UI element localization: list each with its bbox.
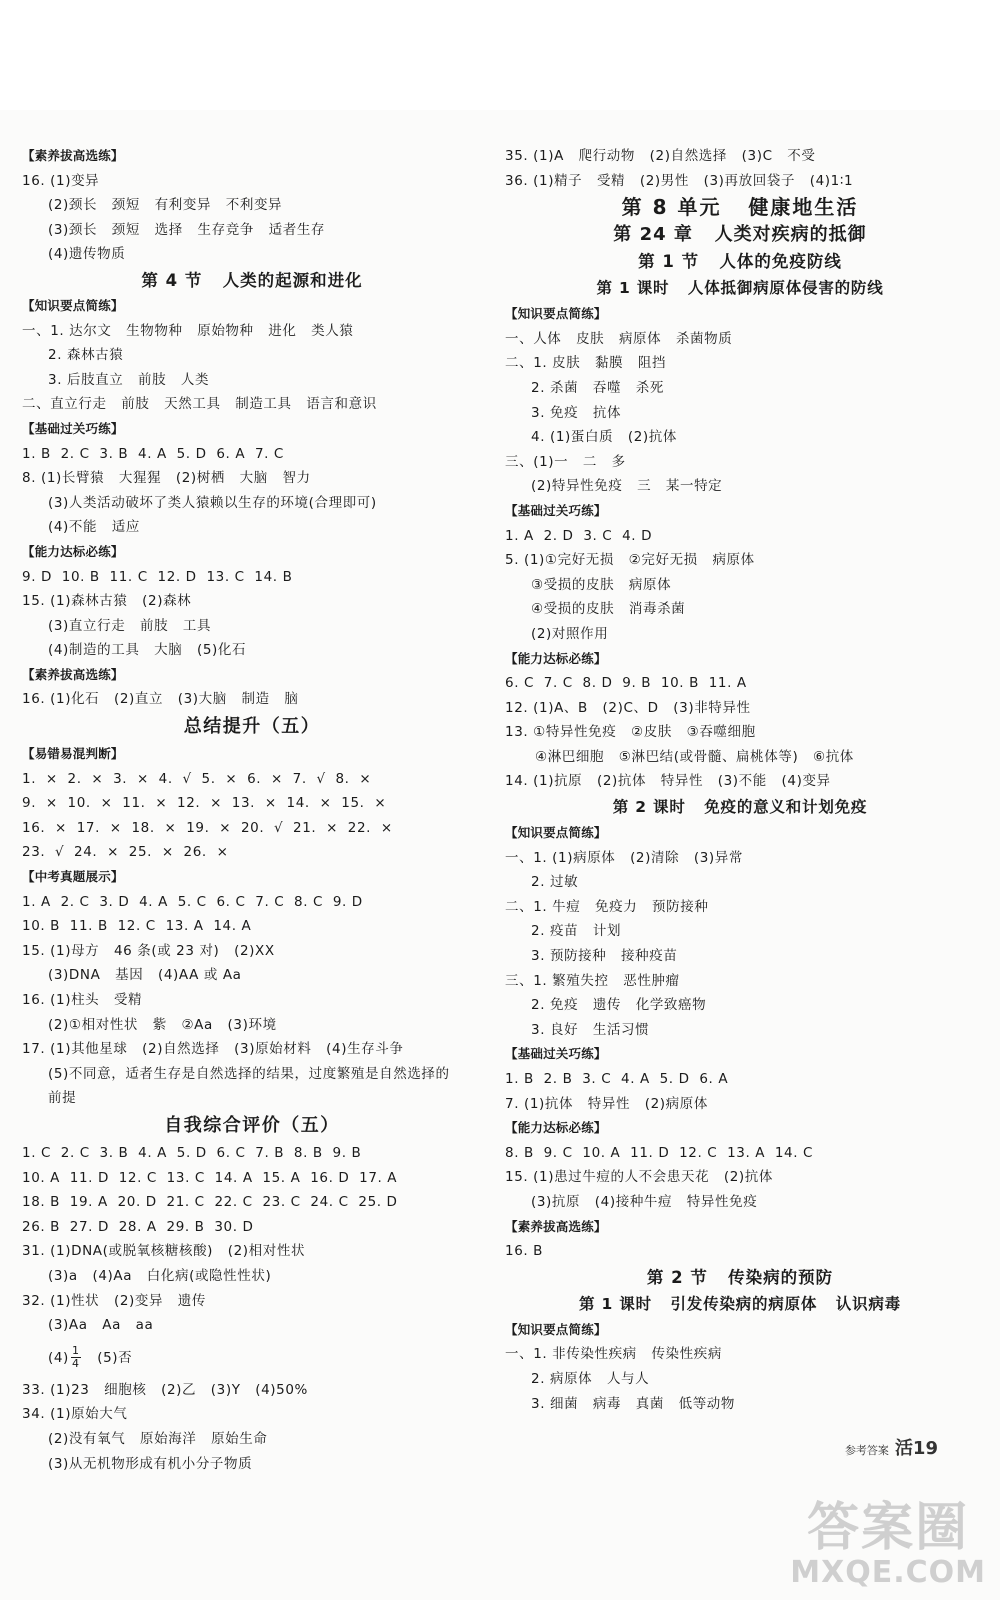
answer-line: 9. × 10. × 11. × 12. × 13. × 14. × 15. × <box>22 795 387 812</box>
top-margin <box>0 0 1000 110</box>
lesson-heading: 第 1 课时 引发传染病的病原体 认识病毒 <box>579 1294 901 1313</box>
section-label: 【能力达标必练】 <box>505 650 607 666</box>
section-label: 【素养拔高选练】 <box>22 666 124 682</box>
answer-line: 7. (1)抗体 特异性 (2)病原体 <box>505 1095 708 1112</box>
answer-line: 三、1. 繁殖失控 恶性肿瘤 <box>505 972 680 989</box>
answer-line: 二、直立行走 前肢 天然工具 制造工具 语言和意识 <box>22 396 377 413</box>
chapter-heading: 第 24 章 人类对疾病的抵御 <box>613 224 867 246</box>
answer-line: 16. (1)化石 (2)直立 (3)大脑 制造 脑 <box>22 691 299 708</box>
answer-line: 16. (1)柱头 受精 <box>22 992 143 1008</box>
answer-line-indented: 3. 免疫 抗体 <box>531 404 622 421</box>
section-label: 【知识要点简练】 <box>505 1321 607 1337</box>
answer-line-indented: 4. (1)蛋白质 (2)抗体 <box>531 429 677 446</box>
answer-line-indented: (3)Aa Aa aa <box>48 1317 154 1334</box>
answer-line: 1. A 2. D 3. C 4. D <box>505 527 653 544</box>
answer-line-indented: (3)直立行走 前肢 工具 <box>48 617 212 634</box>
watermark-logo <box>790 1497 986 1590</box>
section-label: 【基础过关巧练】 <box>22 420 124 436</box>
answer-line-indented: (2)特异性免疫 三 某一特定 <box>531 478 723 495</box>
answer-line-indented: (2)颈长 颈短 有利变异 不利变异 <box>48 197 283 214</box>
answer-line: 6. C 7. C 8. D 9. B 10. B 11. A <box>505 675 747 692</box>
section-label: 【素养拔高选练】 <box>22 148 124 163</box>
answer-line-indented: (3)抗原 (4)接种牛痘 特异性免疫 <box>531 1193 758 1210</box>
answer-line-indented: (4)制造的工具 大脑 (5)化石 <box>48 642 247 659</box>
watermark-url: MXQE.COM <box>790 1555 986 1590</box>
lesson-heading: 第 1 课时 人体抵御病原体侵害的防线 <box>596 279 884 298</box>
section-label: 【知识要点简练】 <box>505 825 607 841</box>
answer-line: 一、1. (1)病原体 (2)清除 (3)异常 <box>505 849 743 866</box>
section-label: 【中考真题展示】 <box>22 869 124 885</box>
answer-line-indented: 2. 过敏 <box>531 874 579 891</box>
answer-line: 三、(1)一 二 多 <box>505 453 626 470</box>
answer-line-indented: 3. 后肢直立 前肢 人类 <box>48 371 210 388</box>
answer-line: 8. (1)长臂猿 大猩猩 (2)树栖 大脑 智力 <box>22 470 311 487</box>
section-label: 【基础过关巧练】 <box>505 502 607 518</box>
section-label: 【能力达标必练】 <box>505 1120 607 1136</box>
answer-line-indented: ③受损的皮肤 病原体 <box>531 576 672 593</box>
answer-line: 16. × 17. × 18. × 19. × 20. √ 21. × 22. × <box>22 819 393 836</box>
answer-line: 8. B 9. C 10. A 11. D 12. C 13. A 14. C <box>505 1144 814 1161</box>
answer-line-indented: 3. 细菌 病毒 真菌 低等动物 <box>531 1395 735 1412</box>
section-heading: 第 2 节 传染病的预防 <box>646 1267 834 1287</box>
answer-line-indented: (3)从无机物形成有机小分子物质 <box>48 1455 253 1472</box>
answer-line: 34. (1)原始大气 <box>22 1406 128 1423</box>
answer-line-indented: (4)不能 适应 <box>48 519 140 536</box>
answer-line: 10. B 11. B 12. C 13. A 14. A <box>22 918 252 935</box>
answer-line: 32. (1)性状 (2)变异 遗传 <box>22 1292 206 1309</box>
answer-line: 5. (1)①完好无损 ②完好无损 病原体 <box>505 552 755 569</box>
answer-line-fraction <box>22 1338 482 1378</box>
answer-line: 14. (1)抗原 (2)抗体 特异性 (3)不能 (4)变异 <box>505 773 831 790</box>
section-label: 【素养拔高选练】 <box>505 1218 607 1234</box>
answer-line-indented: (5)不同意，适者生存是自然选择的结果，过度繁殖是自然选择的 <box>48 1065 450 1082</box>
summary-heading: 自我综合评价（五） <box>164 1114 340 1136</box>
answer-line-indented: (3)颈长 颈短 选择 生存竞争 适者生存 <box>48 221 326 238</box>
answer-line: 16. (1)变异 <box>22 172 100 189</box>
answer-line: 15. (1)母方 46 条(或 23 对) (2)XX <box>22 942 275 959</box>
answer-line-indented: ④受损的皮肤 消毒杀菌 <box>531 601 686 618</box>
answer-line: 12. (1)A、B (2)C、D (3)非特异性 <box>505 699 751 716</box>
section-label: 【能力达标必练】 <box>22 543 124 559</box>
answer-line: 35. (1)A 爬行动物 (2)自然选择 (3)C 不受 <box>505 148 816 164</box>
answer-line: 15. (1)森林古猿 (2)森林 <box>22 593 192 610</box>
watermark-text: 答案圈 <box>807 1497 970 1558</box>
left-column <box>22 144 482 1476</box>
answer-line: 二、1. 牛痘 免疫力 预防接种 <box>505 898 709 915</box>
fraction <box>71 1345 81 1370</box>
unit-heading: 第 8 单元 健康地生活 <box>621 195 859 220</box>
answer-line: 16. B <box>505 1243 544 1260</box>
answer-line-indented: 2. 疫苗 计划 <box>531 923 622 940</box>
answer-line-indented: (3)a (4)Aa 白化病(或隐性性状) <box>48 1267 272 1284</box>
answer-line: 26. B 27. D 28. A 29. B 30. D <box>22 1218 254 1235</box>
lesson-heading: 第 2 课时 免疫的意义和计划免疫 <box>612 798 868 817</box>
section-label: 【知识要点简练】 <box>505 306 607 322</box>
answer-line: 33. (1)23 细胞核 (2)乙 (3)Y (4)50% <box>22 1381 308 1398</box>
answer-line-indented: (3)人类活动破坏了类人猿赖以生存的环境(合理即可) <box>48 494 377 511</box>
answer-line-indented: ④淋巴细胞 ⑤淋巴结(或骨髓、扁桃体等) ⑥抗体 <box>535 748 854 765</box>
answer-line: 17. (1)其他星球 (2)自然选择 (3)原始材料 (4)生存斗争 <box>22 1041 404 1058</box>
page-footer <box>845 1434 938 1460</box>
page-number: 活19 <box>894 1438 938 1459</box>
answer-line: 15. (1)患过牛痘的人不会患天花 (2)抗体 <box>505 1169 773 1186</box>
answer-line: 一、1. 非传染性疾病 传染性疾病 <box>505 1346 722 1363</box>
section-label: 【易错易混判断】 <box>22 746 124 762</box>
fraction-denominator: 4 <box>71 1357 80 1371</box>
answer-prefix: (4) <box>48 1349 69 1366</box>
answer-line-indented: 2. 病原体 人与人 <box>531 1370 650 1387</box>
answer-line: 1. A 2. C 3. D 4. A 5. C 6. C 7. C 8. C 9. D <box>22 893 363 910</box>
section-heading: 第 1 节 人体的免疫防线 <box>638 252 842 272</box>
footer-label: 参考答案 <box>844 1444 889 1457</box>
section-label: 【知识要点简练】 <box>22 297 124 313</box>
section-heading: 第 4 节 人类的起源和进化 <box>141 270 363 290</box>
answer-line-indented: 2. 免疫 遗传 化学致癌物 <box>531 997 707 1014</box>
answer-suffix: (5)否 <box>82 1349 133 1366</box>
summary-heading: 总结提升（五） <box>183 716 321 738</box>
answer-line: 9. D 10. B 11. C 12. D 13. C 14. B <box>22 568 293 585</box>
answer-line-indented: 前提 <box>48 1090 77 1107</box>
answer-line: 13. ①特异性免疫 ②皮肤 ③吞噬细胞 <box>505 724 756 741</box>
fraction-numerator: 1 <box>71 1344 80 1358</box>
answer-line-indented: (3)DNA 基因 (4)AA 或 Aa <box>48 967 242 984</box>
answer-line: 18. B 19. A 20. D 21. C 22. C 23. C 24. C 25. D <box>22 1194 398 1211</box>
answer-line: 1. × 2. × 3. × 4. √ 5. × 6. × 7. √ 8. × <box>22 770 372 787</box>
answer-line: 一、人体 皮肤 病原体 杀菌物质 <box>505 330 733 347</box>
answer-line: 23. √ 24. × 25. × 26. × <box>22 844 229 861</box>
right-column <box>505 144 975 1416</box>
answer-line-indented: 2. 杀菌 吞噬 杀死 <box>531 379 664 396</box>
answer-line-indented: 2. 森林古猿 <box>48 347 124 364</box>
answer-line: 31. (1)DNA(或脱氧核糖核酸) (2)相对性状 <box>22 1243 306 1260</box>
answer-line-indented: (2)①相对性状 紫 ②Aa (3)环境 <box>48 1016 277 1033</box>
answer-line: 36. (1)精子 受精 (2)男性 (3)再放回袋子 (4)1∶1 <box>505 172 854 189</box>
answer-line: 二、1. 皮肤 黏膜 阻挡 <box>505 355 667 372</box>
answer-line-indented: (4)遗传物质 <box>48 246 126 263</box>
answer-line-indented: (2)对照作用 <box>531 625 609 642</box>
answer-line: 1. B 2. C 3. B 4. A 5. D 6. A 7. C <box>22 445 284 462</box>
answer-line-indented: (2)没有氧气 原始海洋 原始生命 <box>48 1430 268 1447</box>
answer-line: 10. A 11. D 12. C 13. C 14. A 15. A 16. D 17. A <box>22 1169 398 1186</box>
answer-line: 1. C 2. C 3. B 4. A 5. D 6. C 7. B 8. B 9. B <box>22 1144 362 1161</box>
answer-line-indented: 3. 良好 生活习惯 <box>531 1021 650 1038</box>
answer-line: 一、1. 达尔文 生物物种 原始物种 进化 类人猿 <box>22 322 354 339</box>
answer-line: 1. B 2. B 3. C 4. A 5. D 6. A <box>505 1071 729 1087</box>
section-label: 【基础过关巧练】 <box>505 1046 607 1062</box>
answer-line-indented: 3. 预防接种 接种疫苗 <box>531 948 678 965</box>
